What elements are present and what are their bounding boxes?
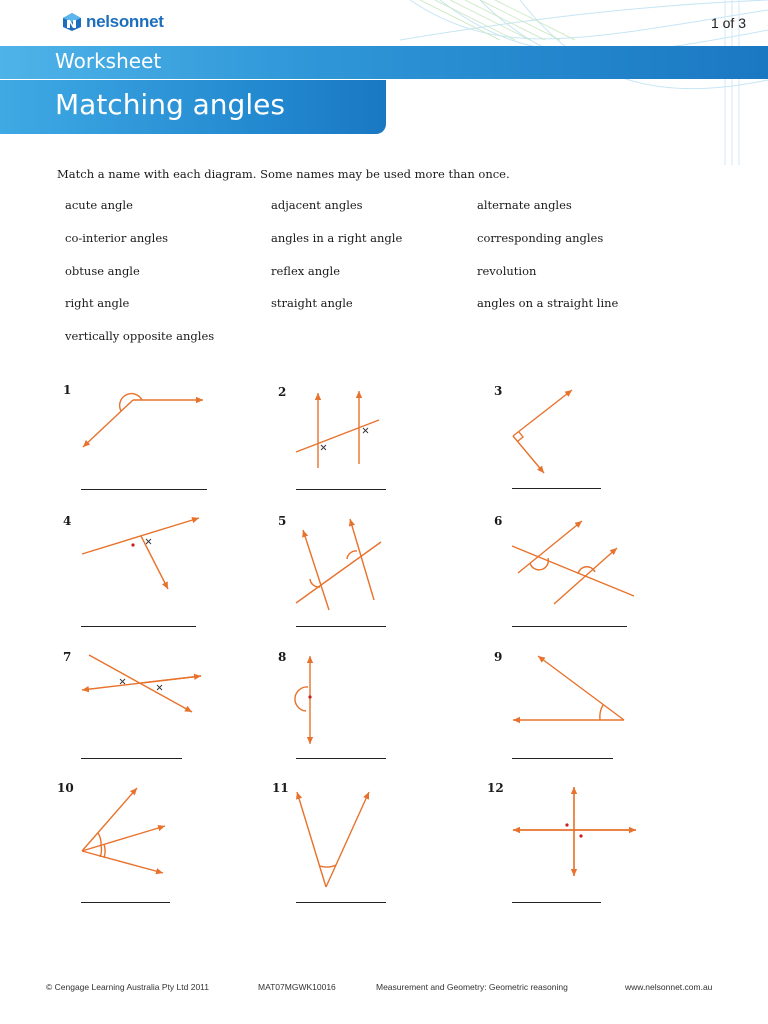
answer-line-6[interactable]	[512, 626, 627, 627]
footer-code: MAT07MGWK10016	[258, 982, 336, 992]
diagram-10	[82, 788, 165, 873]
name-option: obtuse angle	[65, 264, 140, 278]
section-label: Worksheet	[55, 49, 162, 73]
question-number: 4	[63, 514, 72, 528]
answer-line-7[interactable]	[81, 758, 182, 759]
name-option: corresponding angles	[477, 231, 604, 245]
question-number: 7	[63, 650, 72, 664]
answer-line-1[interactable]	[81, 489, 207, 490]
diagram-9	[513, 656, 624, 720]
answer-line-10[interactable]	[81, 902, 170, 903]
diagram-4	[82, 518, 199, 589]
logo-text: nelsonnet	[86, 12, 164, 31]
question-number: 1	[63, 383, 72, 397]
footer-copyright: © Cengage Learning Australia Pty Ltd 2011	[46, 982, 209, 992]
answer-line-8[interactable]	[296, 758, 386, 759]
question-number: 5	[278, 514, 287, 528]
footer	[0, 982, 768, 996]
question-number: 10	[57, 781, 74, 795]
question-number: 11	[272, 781, 289, 795]
answer-line-2[interactable]	[296, 489, 386, 490]
name-option: alternate angles	[477, 198, 572, 212]
question-number: 2	[278, 385, 287, 399]
page-indicator: 1 of 3	[710, 15, 746, 31]
diagram-8	[295, 656, 310, 744]
answer-line-5[interactable]	[296, 626, 386, 627]
name-option: acute angle	[65, 198, 133, 212]
answer-line-3[interactable]	[512, 488, 601, 489]
name-option: right angle	[65, 296, 130, 310]
question-number: 12	[487, 781, 504, 795]
answer-line-9[interactable]	[512, 758, 613, 759]
footer-website[interactable]: www.nelsonnet.com.au	[625, 982, 713, 992]
diagram-5	[296, 519, 381, 610]
question-number: 3	[494, 384, 503, 398]
diagram-7	[82, 655, 201, 712]
diagram-3	[513, 390, 572, 473]
name-option: angles in a right angle	[271, 231, 403, 245]
name-option: angles on a straight line	[477, 296, 619, 310]
name-option: vertically opposite angles	[65, 329, 215, 343]
answer-line-11[interactable]	[296, 902, 386, 903]
name-option: revolution	[477, 264, 537, 278]
name-option: co-interior angles	[65, 231, 169, 245]
name-option: adjacent angles	[271, 198, 363, 212]
page-title: Matching angles	[55, 88, 285, 121]
instructions: Match a name with each diagram. Some names may be used more than once.	[57, 167, 510, 181]
dot-marks	[131, 543, 582, 837]
answer-line-12[interactable]	[512, 902, 601, 903]
diagram-1	[83, 394, 203, 447]
name-option: straight angle	[271, 296, 353, 310]
question-number: 8	[278, 650, 287, 664]
diagram-6	[512, 521, 634, 604]
answer-line-4[interactable]	[81, 626, 196, 627]
diagram-12	[513, 787, 636, 876]
name-option: reflex angle	[271, 264, 341, 278]
question-number: 9	[494, 650, 503, 664]
diagram-11	[297, 792, 369, 887]
question-number: 6	[494, 514, 503, 528]
cross-marks	[120, 428, 368, 690]
footer-topic: Measurement and Geometry: Geometric reasoning	[376, 982, 568, 992]
